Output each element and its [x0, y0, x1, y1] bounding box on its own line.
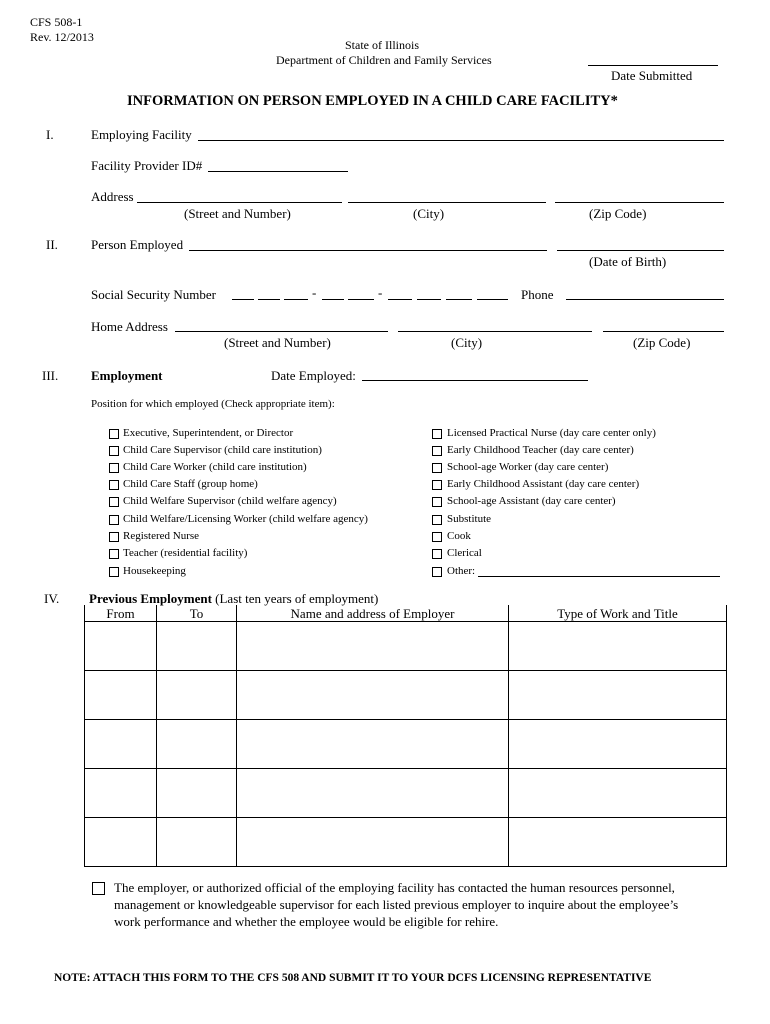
home-city-field[interactable]	[398, 331, 592, 332]
checkbox-child-care-worker[interactable]	[109, 463, 119, 473]
checkbox-early-childhood-teacher[interactable]	[432, 446, 442, 456]
work-title-cell[interactable]	[509, 818, 727, 867]
form-number: CFS 508-1	[30, 15, 83, 29]
dob-caption: (Date of Birth)	[589, 254, 667, 269]
position-instruction: Position for which employed (Check appropriate item):	[91, 398, 335, 410]
phone-label: Phone	[521, 287, 554, 302]
attestation-line-2: management or knowledgeable supervisor for each listed previous employer to inquire about the employee’s	[114, 897, 679, 912]
employing-facility-label: Employing Facility	[91, 127, 192, 142]
option-label: Housekeeping	[123, 565, 186, 577]
ssn-digit-9[interactable]	[477, 299, 508, 300]
work-title-cell[interactable]	[509, 671, 727, 720]
from-cell[interactable]	[85, 671, 157, 720]
option-label: Child Care Supervisor (child care institution)	[123, 444, 322, 456]
option-label: School-age Assistant (day care center)	[447, 495, 616, 507]
section-1-numeral: I.	[46, 127, 54, 142]
checkbox-child-care-supervisor[interactable]	[109, 446, 119, 456]
checkbox-clerical[interactable]	[432, 549, 442, 559]
option-label: Registered Nurse	[123, 530, 200, 542]
checkbox-school-age-worker[interactable]	[432, 463, 442, 473]
ssn-digit-3[interactable]	[284, 299, 308, 300]
revision-date: Rev. 12/2013	[30, 30, 94, 44]
ssn-dash: -	[378, 285, 383, 300]
to-cell[interactable]	[157, 769, 237, 818]
ssn-label: Social Security Number	[91, 287, 216, 302]
option-label: Early Childhood Assistant (day care center)	[447, 478, 640, 490]
to-cell[interactable]	[157, 818, 237, 867]
home-address-label: Home Address	[91, 319, 168, 334]
from-cell[interactable]	[85, 720, 157, 769]
checkbox-teacher[interactable]	[109, 549, 119, 559]
attestation-checkbox[interactable]	[92, 882, 105, 895]
person-employed-field[interactable]	[189, 250, 547, 251]
column-header-employer: Name and address of Employer	[237, 605, 509, 622]
ssn-digit-1[interactable]	[232, 299, 254, 300]
from-cell[interactable]	[85, 622, 157, 671]
checkbox-executive[interactable]	[109, 429, 119, 439]
checkbox-school-age-assistant[interactable]	[432, 497, 442, 507]
table-row	[85, 671, 727, 720]
section-3-numeral: III.	[42, 368, 59, 383]
home-city-caption: (City)	[451, 335, 483, 350]
footer-note: NOTE: ATTACH THIS FORM TO THE CFS 508 AND SUBMIT IT TO YOUR DCFS LICENSING REPRESENTATIVE	[54, 972, 652, 984]
department-name: Department of Children and Family Services	[276, 53, 492, 67]
table-row	[85, 769, 727, 818]
employer-cell[interactable]	[237, 622, 509, 671]
option-label: Clerical	[447, 547, 482, 559]
date-submitted-field[interactable]	[588, 65, 718, 66]
checkbox-early-childhood-assistant[interactable]	[432, 480, 442, 490]
column-header-from: From	[85, 605, 157, 622]
date-submitted-label: Date Submitted	[611, 68, 693, 83]
table-header-row	[85, 605, 727, 622]
from-cell[interactable]	[85, 818, 157, 867]
zip-caption: (Zip Code)	[589, 206, 647, 221]
work-title-cell[interactable]	[509, 622, 727, 671]
form-title: INFORMATION ON PERSON EMPLOYED IN A CHILD CARE FACILITY*	[127, 93, 618, 109]
facility-street-field[interactable]	[137, 202, 342, 203]
to-cell[interactable]	[157, 720, 237, 769]
phone-field[interactable]	[566, 299, 724, 300]
home-street-caption: (Street and Number)	[224, 335, 331, 350]
employing-facility-field[interactable]	[198, 140, 724, 141]
ssn-dash: -	[312, 285, 317, 300]
to-cell[interactable]	[157, 622, 237, 671]
option-label: Child Care Worker (child care institution)	[123, 461, 307, 473]
attestation-line-1: The employer, or authorized official of the employing facility has contacted the human resources personnel,	[114, 880, 675, 895]
provider-id-field[interactable]	[208, 171, 348, 172]
city-caption: (City)	[413, 206, 445, 221]
checkbox-housekeeping[interactable]	[109, 567, 119, 577]
column-header-to: To	[157, 605, 237, 622]
checkbox-child-welfare-supervisor[interactable]	[109, 497, 119, 507]
ssn-digit-5[interactable]	[348, 299, 374, 300]
previous-employment-title: Previous Employment	[89, 591, 212, 606]
section-2-numeral: II.	[46, 237, 58, 252]
facility-zip-field[interactable]	[555, 202, 724, 203]
person-employed-label: Person Employed	[91, 237, 184, 252]
option-label: Licensed Practical Nurse (day care center only)	[447, 427, 656, 439]
street-caption: (Street and Number)	[184, 206, 291, 221]
checkbox-substitute[interactable]	[432, 515, 442, 525]
checkbox-licensing-worker[interactable]	[109, 515, 119, 525]
option-label: Executive, Superintendent, or Director	[123, 427, 294, 439]
column-header-work-title: Type of Work and Title	[509, 605, 727, 622]
from-cell[interactable]	[85, 769, 157, 818]
facility-city-field[interactable]	[348, 202, 546, 203]
table-row	[85, 622, 727, 671]
checkbox-cook[interactable]	[432, 532, 442, 542]
option-label: Early Childhood Teacher (day care center)	[447, 444, 634, 456]
ssn-digit-7[interactable]	[417, 299, 441, 300]
home-zip-field[interactable]	[603, 331, 724, 332]
previous-employment-subtitle: (Last ten years of employment)	[215, 591, 379, 606]
attestation-line-3: work performance and whether the employee would be eligible for rehire.	[114, 914, 499, 929]
to-cell[interactable]	[157, 671, 237, 720]
option-label: Teacher (residential facility)	[123, 547, 248, 559]
option-label: Cook	[447, 530, 471, 542]
checkbox-lpn[interactable]	[432, 429, 442, 439]
address-label: Address	[91, 189, 134, 204]
table-row	[85, 720, 727, 769]
date-employed-field[interactable]	[362, 380, 588, 381]
employment-heading: Employment	[91, 368, 163, 383]
provider-id-label: Facility Provider ID#	[91, 158, 203, 173]
ssn-digit-6[interactable]	[388, 299, 412, 300]
table-row	[85, 818, 727, 867]
ssn-digit-2[interactable]	[258, 299, 280, 300]
checkbox-other[interactable]	[432, 567, 442, 577]
option-label: Substitute	[447, 513, 492, 525]
employer-cell[interactable]	[237, 671, 509, 720]
option-label: Child Welfare/Licensing Worker (child welfare agency)	[123, 513, 368, 525]
home-zip-caption: (Zip Code)	[633, 335, 691, 350]
other-position-field[interactable]	[478, 576, 720, 577]
option-label: Child Care Staff (group home)	[123, 478, 258, 490]
state-name: State of Illinois	[345, 38, 419, 52]
employer-cell[interactable]	[237, 769, 509, 818]
home-street-field[interactable]	[175, 331, 388, 332]
option-label: School-age Worker (day care center)	[447, 461, 609, 473]
date-of-birth-field[interactable]	[557, 250, 724, 251]
checkbox-registered-nurse[interactable]	[109, 532, 119, 542]
employer-cell[interactable]	[237, 818, 509, 867]
previous-employment-table	[84, 605, 727, 867]
date-employed-label: Date Employed:	[271, 368, 356, 383]
option-label: Child Welfare Supervisor (child welfare agency)	[123, 495, 337, 507]
ssn-digit-8[interactable]	[446, 299, 472, 300]
section-4-numeral: IV.	[44, 591, 60, 606]
checkbox-child-care-staff[interactable]	[109, 480, 119, 490]
employer-cell[interactable]	[237, 720, 509, 769]
work-title-cell[interactable]	[509, 769, 727, 818]
work-title-cell[interactable]	[509, 720, 727, 769]
option-label: Other:	[447, 565, 476, 577]
ssn-digit-4[interactable]	[322, 299, 344, 300]
